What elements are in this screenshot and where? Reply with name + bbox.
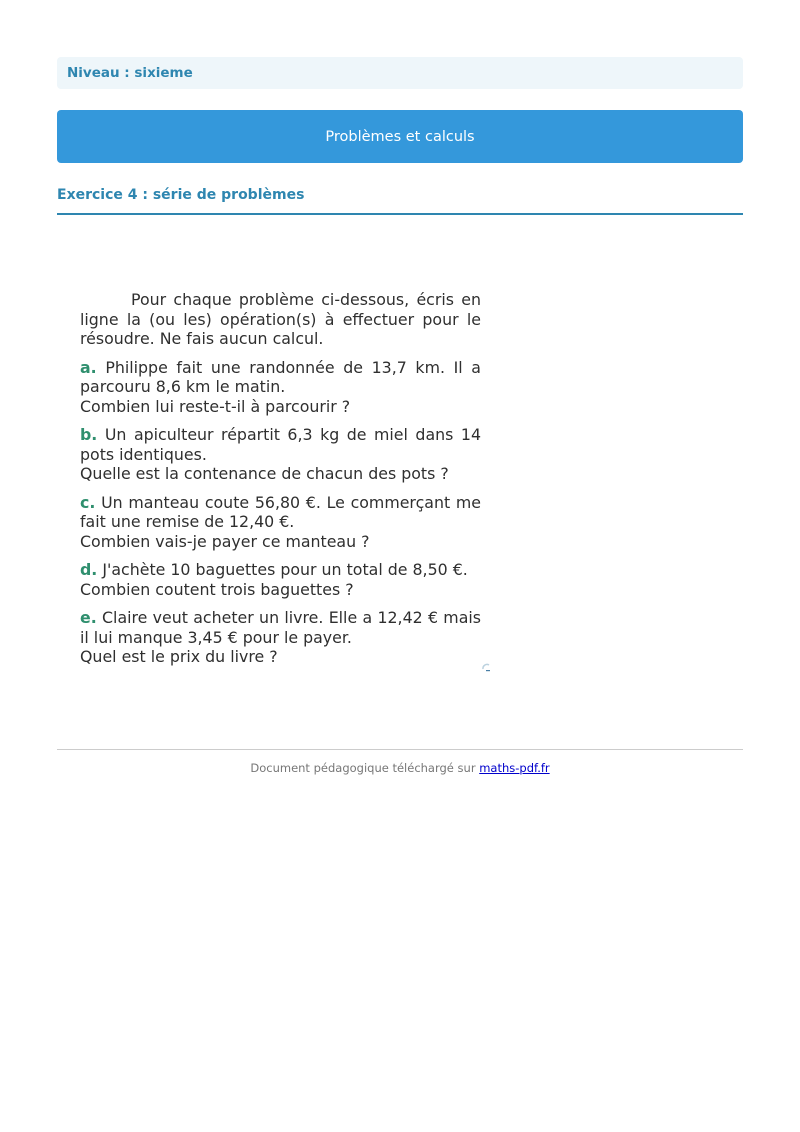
problem-letter: e. (80, 608, 97, 627)
problem-e (80, 608, 481, 667)
scan-artifact-icon (481, 663, 491, 672)
problem-d (80, 560, 481, 599)
problem-letter: c. (80, 492, 96, 512)
banner-title: Problèmes et calculs (325, 128, 475, 145)
level-box (57, 57, 743, 89)
footer-divider (57, 749, 743, 750)
problem-question: Quelle est la contenance de chacun des pots ? (80, 464, 449, 483)
problem-question: Combien lui reste-t-il à parcourir ? (80, 396, 351, 416)
problem-statement: Philippe fait une randonnée de 13,7 km. Il a parcouru 8,6 km le matin. (80, 357, 481, 396)
worksheet-scan (80, 290, 481, 676)
problem-a (80, 358, 481, 417)
problem-letter: d. (80, 560, 98, 579)
problem-statement: J'achète 10 baguettes pour un total de 8,50 €. (102, 560, 468, 579)
problem-question: Combien vais-je payer ce manteau ? (80, 531, 370, 551)
instructions: Pour chaque problème ci-dessous, écris en ligne la (ou les) opération(s) à effectuer pour le résoudre. Ne fais aucun calcul. (80, 290, 481, 348)
exercise-title: Exercice 4 : série de problèmes (57, 187, 305, 203)
problem-letter: b. (80, 425, 98, 444)
title-banner (57, 110, 743, 163)
problem-statement: Un apiculteur répartit 6,3 kg de miel dans 14 pots identiques. (80, 425, 482, 464)
problem-question: Combien coutent trois baguettes ? (80, 579, 354, 599)
problem-statement: Un manteau coute 56,80 €. Le commerçant me fait une remise de 12,40 €. (80, 492, 481, 531)
problem-question: Quel est le prix du livre ? (80, 647, 278, 666)
exercise-heading (57, 185, 743, 215)
problem-b (80, 425, 481, 484)
problem-letter: a. (80, 357, 97, 377)
level-label: Niveau : sixieme (67, 65, 193, 81)
footer (57, 761, 743, 775)
problem-c (80, 493, 481, 552)
problem-statement: Claire veut acheter un livre. Elle a 12,42 € mais il lui manque 3,45 € pour le payer. (80, 608, 481, 647)
footer-link[interactable]: maths-pdf.fr (479, 761, 550, 775)
footer-text: Document pédagogique téléchargé sur (250, 761, 476, 775)
